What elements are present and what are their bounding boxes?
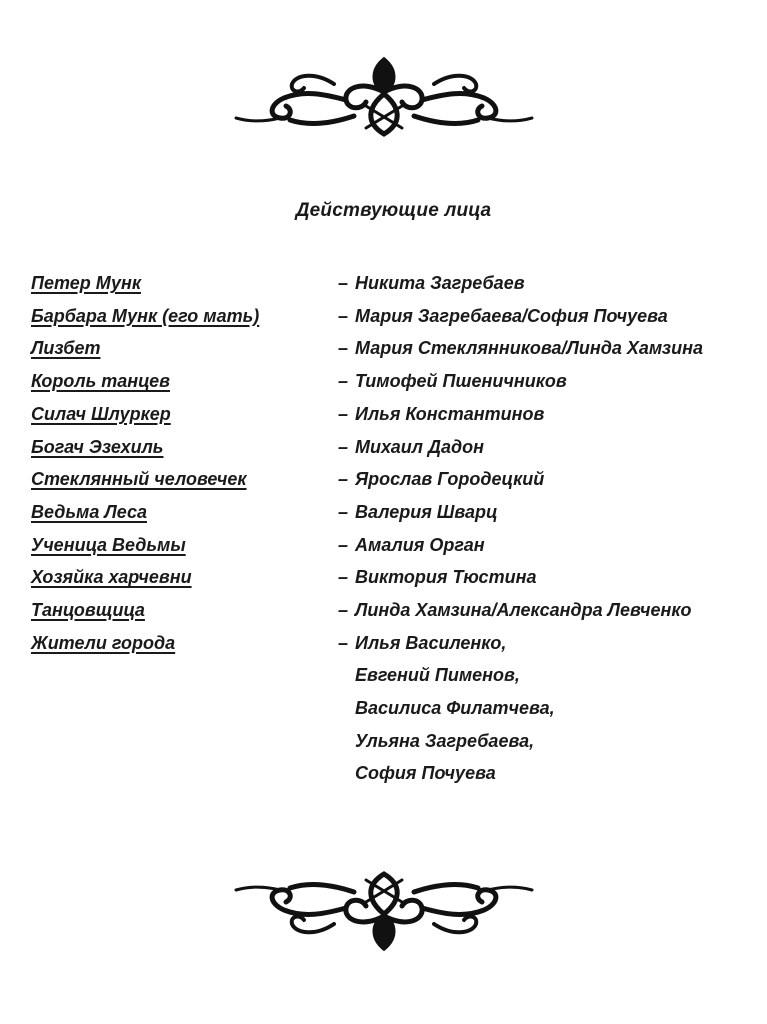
flourish-ornament-icon xyxy=(234,50,534,140)
cast-row xyxy=(31,398,751,431)
cast-row xyxy=(31,594,751,627)
bottom-ornament xyxy=(0,868,767,958)
actor-names: – Никита Загребаев xyxy=(338,273,525,293)
page-title: Действующие лица xyxy=(295,200,492,221)
cast-row xyxy=(31,431,751,464)
actor-names: – Ярослав Городецкий xyxy=(338,469,545,490)
actor-names: – Линда Хамзина/Александра Левченко xyxy=(338,600,692,621)
role-name: Ведьма Леса xyxy=(31,501,147,522)
cast-row xyxy=(31,496,751,529)
cast-list xyxy=(31,267,751,790)
role-name: Жители города xyxy=(31,632,176,653)
role-name: Танцовщица xyxy=(31,600,145,621)
cast-row xyxy=(31,267,751,300)
role-name: Лизбет xyxy=(31,338,101,359)
role-name: Петер Мунк xyxy=(31,273,141,293)
cast-row xyxy=(31,627,751,790)
role-name: Барбара Мунк (его мать) xyxy=(31,305,260,326)
cast-row xyxy=(31,529,751,562)
role-name: Хозяйка харчевни xyxy=(31,567,192,588)
actor-names: – Валерия Шварц xyxy=(338,501,498,522)
flourish-ornament-icon xyxy=(234,868,534,958)
cast-row xyxy=(31,561,751,594)
actor-names: – Амалия Орган xyxy=(338,534,485,555)
cast-row xyxy=(31,365,751,398)
role-name: Богач Эзехиль xyxy=(31,436,164,457)
cast-row xyxy=(31,332,751,365)
actor-names: – Илья Константинов xyxy=(338,403,545,424)
top-ornament xyxy=(0,50,767,140)
cast-row xyxy=(31,300,751,333)
actor-names: – Тимофей Пшеничников xyxy=(338,371,567,392)
role-name: Стеклянный человечек xyxy=(31,469,247,490)
actor-names: – Мария Загребаева/София Почуева xyxy=(338,305,668,326)
role-name: Ученица Ведьмы xyxy=(31,534,186,555)
role-name: Король танцев xyxy=(31,371,170,392)
cast-row xyxy=(31,463,751,496)
actor-names: – Мария Стеклянникова/Линда Хамзина xyxy=(338,338,703,359)
actor-names: – Михаил Дадон xyxy=(338,436,484,457)
actor-names: – Виктория Тюстина xyxy=(338,567,537,588)
role-name: Силач Шлуркер xyxy=(31,403,171,424)
actor-names: – Илья Василенко, Евгений Пименов, Василиса Филатчева, Ульяна Загребаева, София Почуева xyxy=(338,632,555,784)
